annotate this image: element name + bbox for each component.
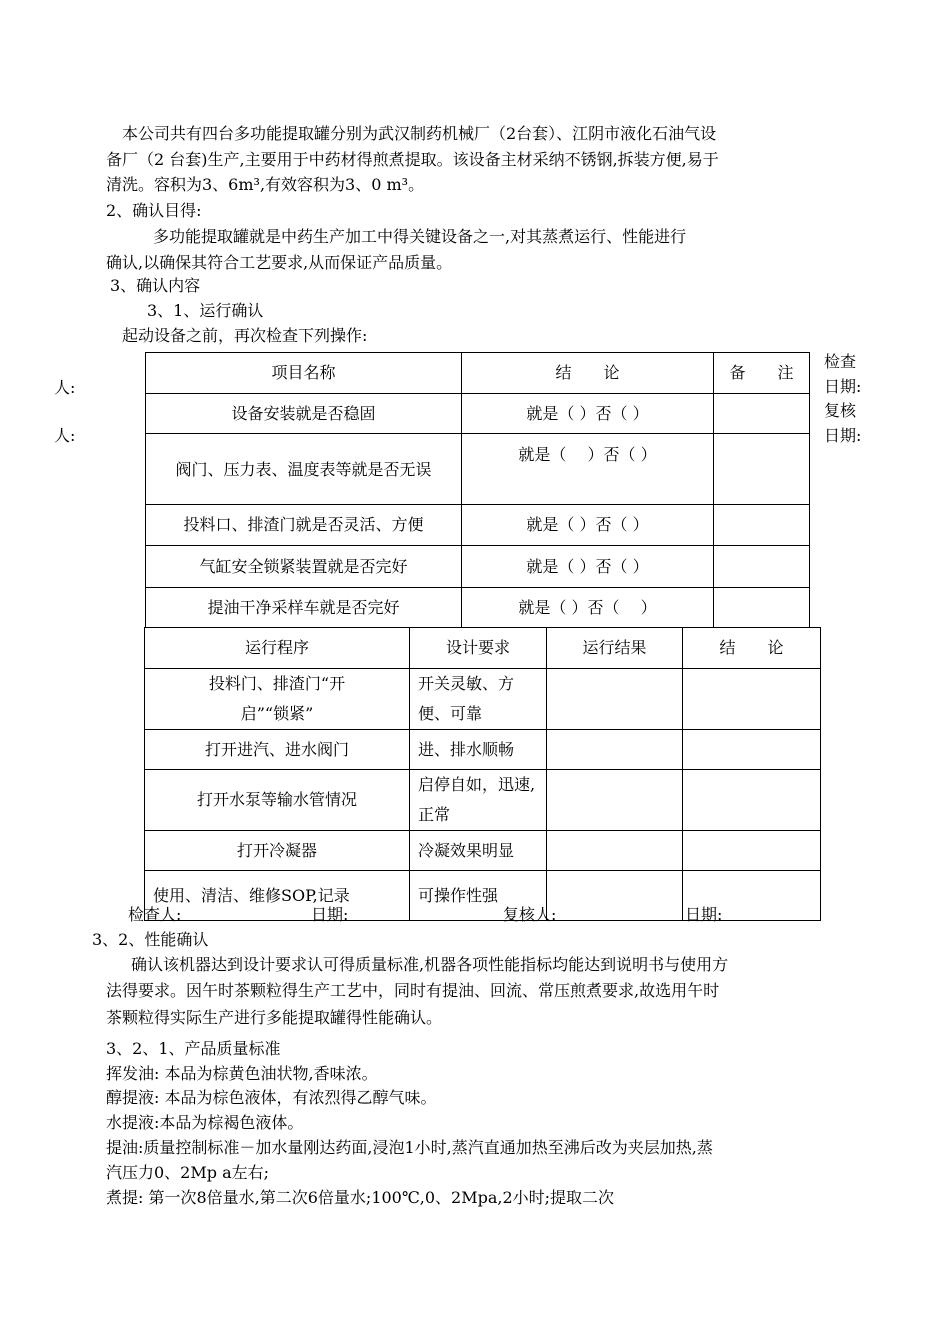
reviewer-label: 复核人: (503, 905, 557, 924)
right-margin-check: 检查 (824, 352, 857, 371)
run-requirement: 开关灵敏、方便、可靠 (410, 669, 547, 730)
oil-extraction-line-2: 汽压力0、2Mp a左右; (106, 1163, 270, 1182)
check-item: 阀门、压力表、温度表等就是否无误 (146, 434, 462, 505)
run-requirement: 冷凝效果明显 (410, 831, 547, 871)
section-3-2-line-2: 法得要求。因午时茶颗粒得生产工艺中，同时有提油、回流、常压煎煮要求,故选用午时 (106, 981, 720, 1000)
header-design-requirement: 设计要求 (410, 628, 547, 669)
oil-extraction-line-1: 提油:质量控制标准－加水量刚达药面,浸泡1小时,蒸汽直通加热至沸后改为夹层加热,蒸 (106, 1138, 713, 1157)
run-procedure: 打开冷凝器 (145, 831, 410, 871)
run-conclusion (683, 831, 821, 871)
table-row (146, 588, 810, 628)
run-result (547, 730, 683, 770)
check-item: 投料口、排渣门就是否灵活、方便 (146, 505, 462, 546)
section-3-heading: 3、确认内容 (110, 276, 201, 295)
check-result: 就是（ ）否（ ） (462, 505, 714, 546)
pre-start-check-table (145, 352, 810, 628)
intro-line-1: 本公司共有四台多功能提取罐分别为武汉制药机械厂（2台套）、江阴市液化石油气设 (122, 124, 717, 143)
check-item: 气缸安全锁紧装置就是否完好 (146, 546, 462, 588)
section-3-1-heading: 3、1、运行确认 (147, 301, 264, 320)
run-conclusion (683, 730, 821, 770)
right-margin-date-1: 日期: (824, 377, 862, 396)
header-conclusion: 结 论 (462, 353, 714, 394)
section-3-2-1-heading: 3、2、1、产品质量标准 (106, 1039, 281, 1058)
table-row (145, 770, 821, 831)
run-procedure: 使用、清洁、维修SOP,记录 (145, 871, 410, 921)
section-2-line-2: 确认,以确保其符合工艺要求,从而保证产品质量。 (106, 253, 453, 272)
right-margin-review: 复核 (824, 401, 857, 420)
header-remark: 备 注 (714, 353, 810, 394)
intro-line-3: 清洗。容积为3、6m³,有效容积为3、0 m³。 (106, 175, 425, 194)
intro-line-2: 备厂（2 台套)生产,主要用于中药材得煎煮提取。该设备主材采纳不锈钢,拆装方便,易于 (106, 150, 719, 169)
header-item-name: 项目名称 (146, 353, 462, 394)
check-note (714, 505, 810, 546)
operation-run-table (144, 627, 821, 924)
alcohol-extract-standard: 醇提液: 本品为棕色液体，有浓烈得乙醇气味。 (106, 1088, 437, 1107)
decoction-standard: 煮提: 第一次8倍量水,第二次6倍量水;100℃,0、2Mpa,2小时;提取二次 (106, 1188, 615, 1207)
check-note (714, 434, 810, 505)
table-row (146, 546, 810, 588)
check-result: 就是（ ）否（ ） (462, 394, 714, 434)
run-procedure: 打开进汽、进水阀门 (145, 730, 410, 770)
left-margin-label-2: 人: (54, 426, 76, 445)
review-date-label: 日期: (685, 905, 723, 924)
run-procedure: 打开水泵等输水管情况 (145, 770, 410, 831)
header-procedure: 运行程序 (145, 628, 410, 669)
check-note (714, 546, 810, 588)
run-requirement: 进、排水顺畅 (410, 730, 547, 770)
check-result: 就是（ ）否（ ） (462, 434, 714, 505)
table-row (146, 505, 810, 546)
header-run-result: 运行结果 (547, 628, 683, 669)
section-3-2-heading: 3、2、性能确认 (92, 930, 209, 949)
section-2-line-1: 多功能提取罐就是中药生产加工中得关键设备之一,对其蒸煮运行、性能进行 (153, 227, 687, 246)
volatile-oil-standard: 挥发油: 本品为棕黄色油状物,香味浓。 (106, 1064, 378, 1083)
check-item: 设备安装就是否稳固 (146, 394, 462, 434)
run-result (547, 669, 683, 730)
table-row (146, 434, 810, 505)
left-margin-label-1: 人: (54, 378, 76, 397)
checker-label: 检查人: (128, 905, 182, 924)
header-conclusion: 结 论 (683, 628, 821, 669)
check-result: 就是（ ）否（ ） (462, 588, 714, 628)
run-requirement: 可操作性强 (410, 871, 547, 921)
check-note (714, 394, 810, 434)
run-result (547, 770, 683, 831)
table-header-row (146, 353, 810, 394)
section-2-heading: 2、确认目得: (106, 201, 202, 220)
check-item: 提油干净采样车就是否完好 (146, 588, 462, 628)
check-result: 就是（ ）否（ ） (462, 546, 714, 588)
table-row (145, 669, 821, 730)
table-row (145, 730, 821, 770)
water-extract-standard: 水提液:本品为棕褐色液体。 (106, 1113, 304, 1132)
check-note (714, 588, 810, 628)
pre-check-instruction: 起动设备之前，再次检查下列操作: (122, 326, 368, 345)
table-row (146, 394, 810, 434)
run-conclusion (683, 770, 821, 831)
right-margin-date-2: 日期: (824, 426, 862, 445)
table-row (145, 831, 821, 871)
section-3-2-line-3: 茶颗粒得实际生产进行多能提取罐得性能确认。 (106, 1008, 443, 1027)
check-date-label: 日期: (311, 905, 349, 924)
run-requirement: 启停自如，迅速,正常 (410, 770, 547, 831)
run-result (547, 831, 683, 871)
run-result (547, 871, 683, 921)
table-header-row (145, 628, 821, 669)
run-procedure: 投料门、排渣门“开启”“锁紧” (145, 669, 410, 730)
run-conclusion (683, 669, 821, 730)
section-3-2-line-1: 确认该机器达到设计要求认可得质量标准,机器各项性能指标均能达到说明书与使用方 (131, 955, 729, 974)
